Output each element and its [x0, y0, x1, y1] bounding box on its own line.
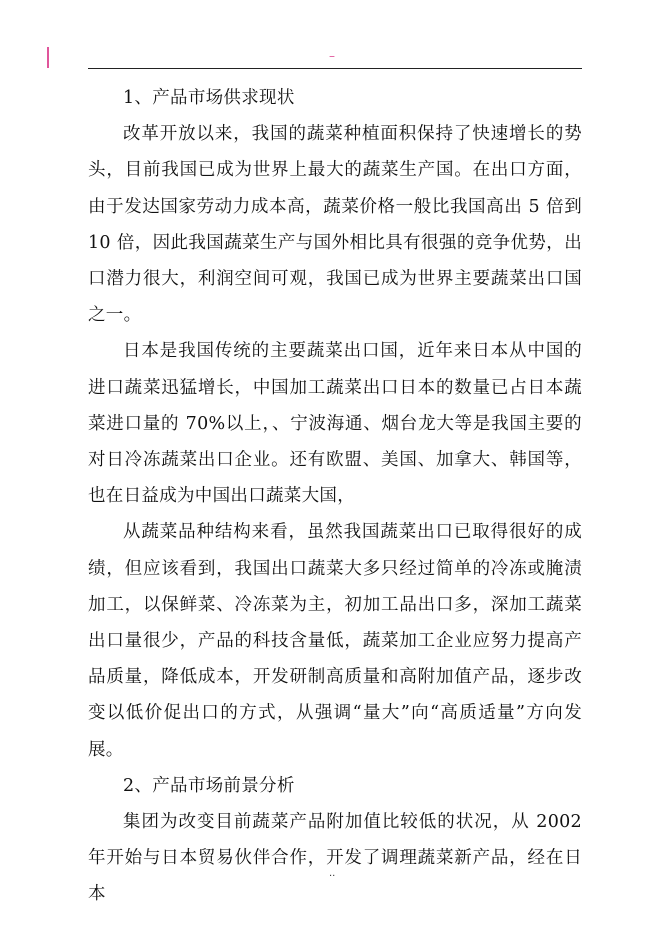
paragraph-4: 集团为改变目前蔬菜产品附加值比较低的状况，从 2002 年开始与日本贸易伙伴合作，开发了调理蔬菜新产品，经在日本: [88, 812, 582, 905]
header-mark: –: [329, 49, 335, 63]
footer-mark: ..: [329, 868, 336, 879]
paragraph-3: 从蔬菜品种结构来看，虽然我国蔬菜出口已取得很好的成绩，但应该看到，我国出口蔬菜大多只经过简单的冷冻或腌渍加工，以保鲜菜、冷冻菜为主，初加工品出口多，深加工蔬菜出口量很少，产品的科技含量低，蔬菜加工企业应努力提高产品质量，降低成本，开发研制高质量和高附加值产品，逐步改变以低价促出口的方式，从强调“量大”向“高质适量”方向发展。: [88, 522, 582, 760]
section-heading-1: 1、产品市场供求现状: [123, 88, 295, 108]
paragraph-1: 改革开放以来，我国的蔬菜种植面积保持了快速增长的势头，目前我国已成为世界上最大的蔬菜生产国。在出口方面，由于发达国家劳动力成本高，蔬菜价格一般比我国高出 5 倍到 10 倍，因此我国蔬菜生产与国外相比具有很强的竞争优势，出口潜力很大，利润空间可观，我国已成为世界主要蔬菜出口国之一。: [88, 124, 582, 326]
paragraph-2: 日本是我国传统的主要蔬菜出口国，近年来日本从中国的进口蔬菜迅猛增长，中国加工蔬菜出口日本的数量已占日本蔬菜进口量的 70%以上，、宁波海通、烟台龙大等是我国主要的对日冷冻蔬菜出口企业。还有欧盟、美国、加拿大、韩国等，也在日益成为中国出口蔬菜大国，: [88, 341, 582, 507]
document-body: [88, 80, 582, 913]
section-heading-2: 2、产品市场前景分析: [123, 775, 295, 796]
margin-bar: [47, 47, 49, 68]
header-rule: [88, 68, 582, 69]
